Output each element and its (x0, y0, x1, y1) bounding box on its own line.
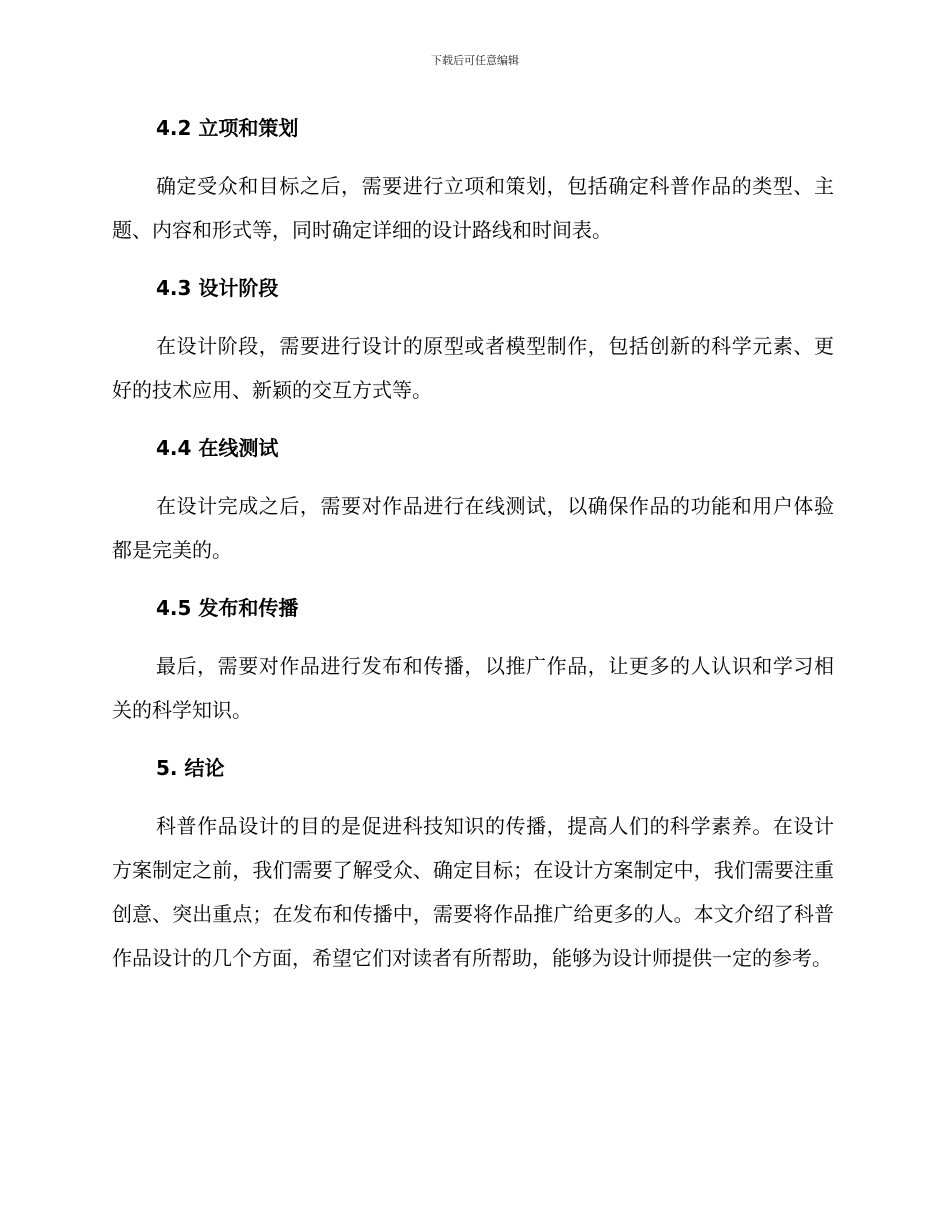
section-paragraph-4-3: 在设计阶段，需要进行设计的原型或者模型制作，包括创新的科学元素、更好的技术应用、新颖的交互方式等。 (112, 334, 834, 402)
section-paragraph-4-4: 在设计完成之后，需要对作品进行在线测试，以确保作品的功能和用户体验都是完美的。 (112, 494, 834, 562)
section-paragraph-4-2: 确定受众和目标之后，需要进行立项和策划，包括确定科普作品的类型、主题、内容和形式等，同时确定详细的设计路线和时间表。 (112, 174, 834, 242)
section-heading-4-4: 4.4 在线测试 (156, 436, 279, 460)
section-heading-4-5: 4.5 发布和传播 (156, 596, 299, 620)
document-body (112, 108, 834, 980)
section-heading-4-2: 4.2 立项和策划 (156, 116, 299, 140)
section-paragraph-5: 科普作品设计的目的是促进科技知识的传播，提高人们的科学素养。在设计方案制定之前，我们需要了解受众、确定目标；在设计方案制定中，我们需要注重创意、突出重点；在发布和传播中，需要将作品推广给更多的人。本文介绍了科普作品设计的几个方面，希望它们对读者有所帮助，能够为设计师提供一定的参考。 (112, 814, 834, 970)
section-paragraph-4-5: 最后，需要对作品进行发布和传播，以推广作品，让更多的人认识和学习相关的科学知识。 (112, 654, 834, 722)
section-heading-4-3: 4.3 设计阶段 (156, 276, 279, 300)
page-header-note: 下载后可任意编辑 (431, 54, 519, 67)
section-heading-5: 5. 结论 (156, 756, 225, 780)
